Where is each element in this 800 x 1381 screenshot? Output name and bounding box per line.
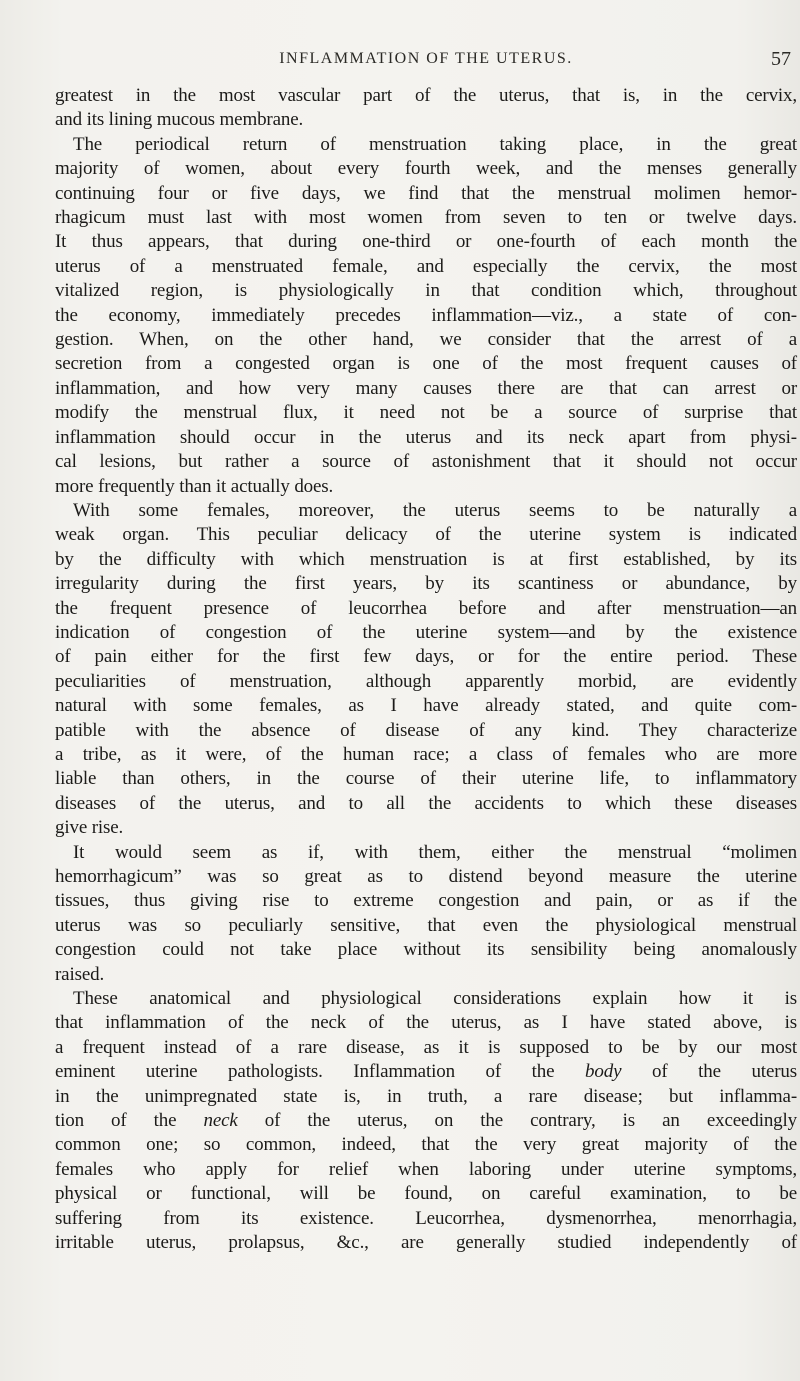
text-line: more frequently than it actually does. (55, 475, 334, 497)
text-line: natural with some females, as I have already stated, and quite com- (55, 695, 797, 717)
text-line: suffering from its existence. Leucorrhea, dysmenorrhea, menorrhagia, (55, 1207, 797, 1229)
text-line: uterus was so peculiarly sensitive, that even the physiological menstrual (55, 914, 797, 936)
text-line: It would seem as if, with them, either the menstrual “molimen (73, 841, 797, 863)
text-line: that inflammation of the neck of the uterus, as I have stated above, is (55, 1012, 797, 1034)
text-line: irregularity during the first years, by its scantiness or abundance, by (55, 573, 797, 595)
text-line: It thus appears, that during one-third or one-fourth of each month the (55, 231, 797, 253)
text-line: eminent uterine pathologists. Inflammation of the body of the uterus (55, 1061, 797, 1083)
text-line: of pain either for the first few days, or for the entire period. These (55, 646, 797, 668)
text-line: These anatomical and physiological considerations explain how it is (73, 988, 797, 1010)
text-line: congestion could not take place without its sensibility being anomalously (55, 939, 797, 961)
text-line: weak organ. This peculiar delicacy of the uterine system is indicated (55, 524, 797, 546)
text-line: indication of congestion of the uterine system—and by the existence (55, 621, 797, 643)
text-line: the economy, immediately precedes inflammation—viz., a state of con- (55, 304, 797, 326)
text-line: continuing four or five days, we find that the menstrual molimen hemor- (55, 182, 797, 204)
text-line: a frequent instead of a rare disease, as it is supposed to be by our most (55, 1036, 797, 1058)
text-line: the frequent presence of leucorrhea before and after menstruation—an (55, 597, 797, 619)
text-line: in the unimpregnated state is, in truth, a rare disease; but inflamma- (55, 1085, 797, 1107)
text-line: vitalized region, is physiologically in that condition which, throughout (55, 280, 797, 302)
text-line: physical or functional, will be found, on careful examination, to be (55, 1183, 797, 1205)
text-line: give rise. (55, 817, 124, 839)
running-head (55, 50, 797, 80)
text-line: cal lesions, but rather a source of astonishment that it should not occur (55, 451, 797, 473)
italic-emphasis: neck (203, 1110, 238, 1132)
text-line: modify the menstrual flux, it need not be a source of surprise that (55, 402, 797, 424)
text-line: secretion from a congested organ is one of the most frequent causes of (55, 353, 797, 375)
text-line: irritable uterus, prolapsus, &c., are generally studied independently of (55, 1232, 797, 1254)
text-line: peculiarities of menstruation, although apparently morbid, are evidently (55, 670, 797, 692)
text-line: majority of women, about every fourth week, and the menses generally (55, 158, 797, 180)
text-line: raised. (55, 963, 105, 985)
page-number: 57 (771, 48, 791, 70)
text-line: and its lining mucous membrane. (55, 109, 304, 131)
text-line: inflammation, and how very many causes there are that can arrest or (55, 377, 797, 399)
text-line: liable than others, in the course of their uterine life, to inflammatory (55, 768, 797, 790)
text-line: females who apply for relief when laboring under uterine symptoms, (55, 1158, 797, 1180)
text-line: diseases of the uterus, and to all the accidents to which these diseases (55, 792, 797, 814)
text-line: inflammation should occur in the uterus and its neck apart from physi- (55, 426, 797, 448)
running-head-title: INFLAMMATION OF THE UTERUS. (279, 50, 573, 67)
body-text (55, 84, 797, 1256)
text-line: With some females, moreover, the uterus seems to be naturally a (73, 499, 797, 521)
text-line: rhagicum must last with most women from seven to ten or twelve days. (55, 207, 797, 229)
text-line: uterus of a menstruated female, and especially the cervix, the most (55, 255, 797, 277)
text-line: by the difficulty with which menstruation is at first established, by its (55, 548, 797, 570)
text-line: tion of the neck of the uterus, on the contrary, is an exceedingly (55, 1110, 797, 1132)
text-line: gestion. When, on the other hand, we consider that the arrest of a (55, 329, 797, 351)
text-line: The periodical return of menstruation taking place, in the great (73, 133, 797, 155)
text-line: tissues, thus giving rise to extreme congestion and pain, or as if the (55, 890, 797, 912)
italic-emphasis: body (585, 1061, 622, 1083)
text-line: hemorrhagicum” was so great as to distend beyond measure the uterine (55, 866, 797, 887)
text-line: greatest in the most vascular part of the uterus, that is, in the cervix, (55, 85, 797, 106)
text-line: patible with the absence of disease of any kind. They characterize (55, 719, 797, 741)
text-line: common one; so common, indeed, that the very great majority of the (55, 1134, 797, 1156)
text-line: a tribe, as it were, of the human race; a class of females who are more (55, 743, 797, 765)
